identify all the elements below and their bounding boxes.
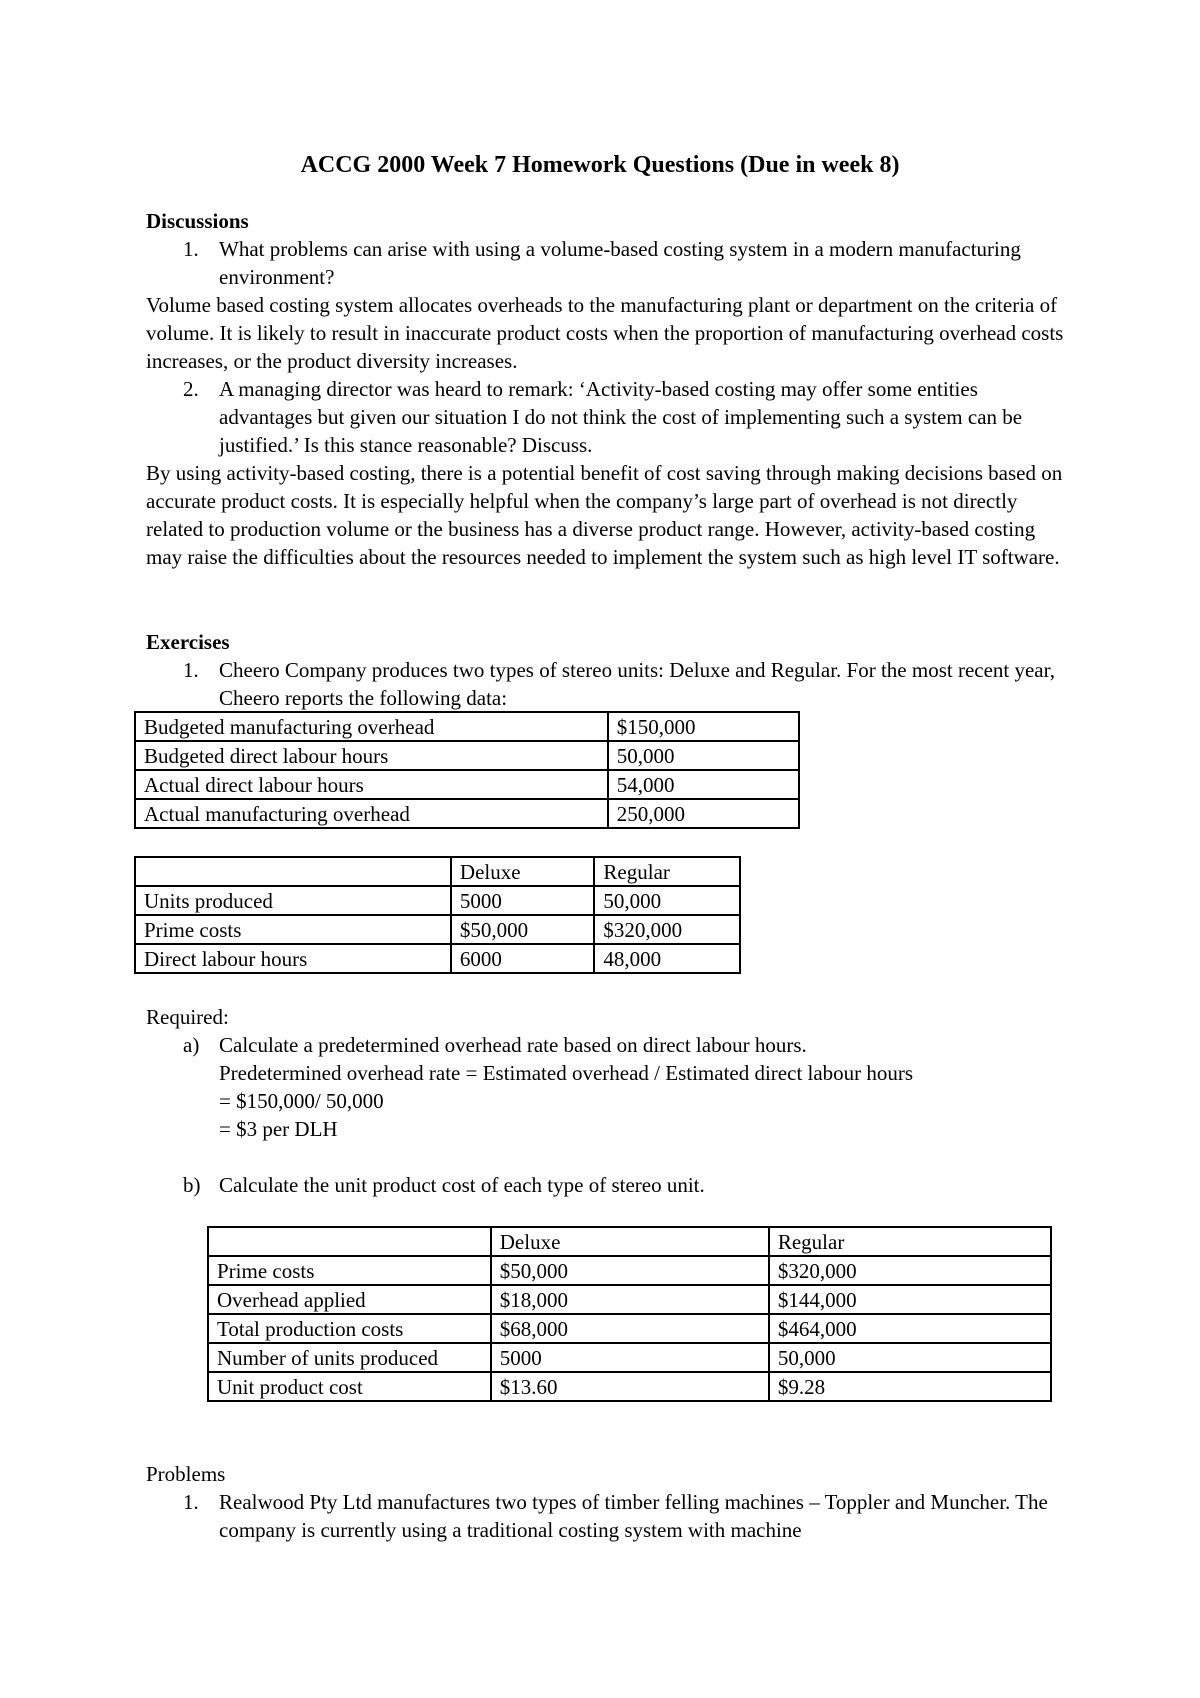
table-header-row (208, 1227, 1051, 1256)
discussion-question-2 (146, 375, 1066, 459)
table-cell: $320,000 (594, 915, 740, 944)
part-b-text: Calculate the unit product cost of each type of stereo unit. (219, 1173, 705, 1197)
table-row (135, 770, 799, 799)
discussion-answer-1: Volume based costing system allocates overheads to the manufacturing plant or department on the criteria of volume. It is likely to result in inaccurate product costs when the proportion of manufacturing overhead costs increases, or the product diversity increases. (146, 293, 1064, 373)
table-cell: Overhead applied (208, 1285, 491, 1314)
exercises-heading: Exercises (146, 630, 230, 654)
table-cell: $13.60 (491, 1372, 769, 1401)
table-cell: Budgeted manufacturing overhead (135, 712, 608, 741)
table-cell: Prime costs (208, 1256, 491, 1285)
table-row (208, 1285, 1051, 1314)
table-row (208, 1314, 1051, 1343)
table-row (135, 915, 740, 944)
table-cell: $68,000 (491, 1314, 769, 1343)
table-cell: 250,000 (608, 799, 799, 828)
table-cell: 6000 (451, 944, 595, 973)
question-number: 1. (183, 1490, 199, 1514)
table-cell: 50,000 (608, 741, 799, 770)
part-a-result: = $3 per DLH (219, 1117, 338, 1141)
table-cell: 54,000 (608, 770, 799, 799)
problem-question-1 (146, 1488, 1066, 1544)
unit-cost-table (207, 1226, 1052, 1402)
problems-heading: Problems (146, 1462, 226, 1486)
table-cell: $150,000 (608, 712, 799, 741)
table-cell: Total production costs (208, 1314, 491, 1343)
table-cell: $464,000 (769, 1314, 1051, 1343)
table-header-cell: Regular (769, 1227, 1051, 1256)
part-a-formula: Predetermined overhead rate = Estimated overhead / Estimated direct labour hours (219, 1061, 914, 1085)
table-row (135, 741, 799, 770)
question-number: 1. (183, 237, 199, 261)
table-cell: 48,000 (594, 944, 740, 973)
question-text: Cheero Company produces two types of stereo units: Deluxe and Regular. For the most recent year, Cheero reports the following data: (219, 658, 1056, 710)
question-text: A managing director was heard to remark: ‘Activity-based costing may offer some entities advantages but given our situation I do not think the cost of implementing such a system can be justified.’ Is this stance reasonable? Discuss. (219, 377, 1023, 457)
table-cell: 50,000 (594, 886, 740, 915)
table-cell: $144,000 (769, 1285, 1051, 1314)
table-row (135, 799, 799, 828)
discussions-section (146, 207, 1066, 571)
table-header-cell: Deluxe (491, 1227, 769, 1256)
question-number: 2. (183, 377, 199, 401)
table-row (208, 1343, 1051, 1372)
table-cell (208, 1227, 491, 1256)
part-a-step: = $150,000/ 50,000 (219, 1089, 384, 1113)
table-cell: Prime costs (135, 915, 451, 944)
table-row (135, 886, 740, 915)
table-header-cell: Deluxe (451, 857, 595, 886)
required-label: Required: (146, 1005, 229, 1029)
discussion-answer-2: By using activity-based costing, there is a potential benefit of cost saving through making decisions based on accurate product costs. It is especially helpful when the company’s large part of overhead is not directly related to production volume or the business has a diverse product range. However, activity-based costing may raise the difficulties about the resources needed to implement the system such as high level IT software. (146, 461, 1063, 569)
discussions-heading: Discussions (146, 209, 249, 233)
table-cell: Actual direct labour hours (135, 770, 608, 799)
table-cell (135, 857, 451, 886)
product-data-table (134, 856, 741, 974)
table-cell: Direct labour hours (135, 944, 451, 973)
table-row (135, 712, 799, 741)
question-text: What problems can arise with using a volume-based costing system in a modern manufacturing environment? (219, 237, 1021, 289)
table-row (208, 1256, 1051, 1285)
table-cell: $9.28 (769, 1372, 1051, 1401)
table-cell: $18,000 (491, 1285, 769, 1314)
part-label: b) (183, 1173, 201, 1197)
question-number: 1. (183, 658, 199, 682)
part-a (146, 1031, 1066, 1143)
table-cell: Unit product cost (208, 1372, 491, 1401)
exercises-section (146, 628, 1066, 712)
required-section (146, 1003, 1066, 1143)
table-cell: 50,000 (769, 1343, 1051, 1372)
table-cell: Units produced (135, 886, 451, 915)
table-header-cell: Regular (594, 857, 740, 886)
table-cell: Budgeted direct labour hours (135, 741, 608, 770)
table-row (208, 1372, 1051, 1401)
part-b (146, 1171, 1066, 1199)
problems-section (146, 1460, 1066, 1544)
table-cell: $50,000 (491, 1256, 769, 1285)
table-cell: $320,000 (769, 1256, 1051, 1285)
part-label: a) (183, 1033, 200, 1057)
table-cell: Number of units produced (208, 1343, 491, 1372)
discussion-question-1 (146, 235, 1066, 291)
table-cell: 5000 (491, 1343, 769, 1372)
exercise-question-1 (146, 656, 1066, 712)
question-text: Realwood Pty Ltd manufactures two types of timber felling machines – Toppler and Muncher. The company is currently using a traditional costing system with machine (219, 1490, 1048, 1542)
table-cell: 5000 (451, 886, 595, 915)
overhead-data-table (134, 711, 800, 829)
table-header-row (135, 857, 740, 886)
table-row (135, 944, 740, 973)
table-cell: Actual manufacturing overhead (135, 799, 608, 828)
part-a-text: Calculate a predetermined overhead rate based on direct labour hours. (219, 1033, 807, 1057)
page-title: ACCG 2000 Week 7 Homework Questions (Due in week 8) (300, 152, 900, 178)
part-b-section (146, 1171, 1066, 1199)
table-cell: $50,000 (451, 915, 595, 944)
